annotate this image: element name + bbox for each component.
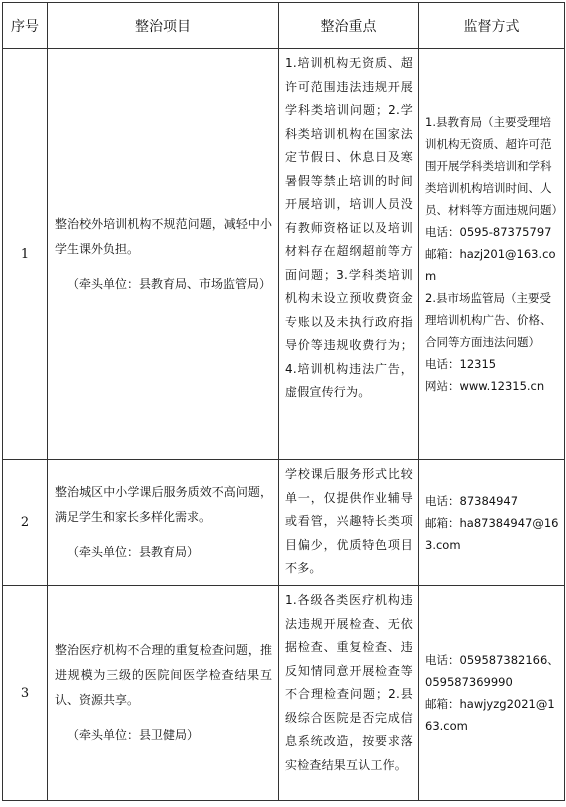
row-project-cell (48, 586, 279, 801)
header-project: 整治项目 (48, 3, 279, 49)
row-seq: 1 (3, 49, 48, 460)
table-header-row (3, 3, 565, 49)
row-project: 整治城区中小学课后服务质效不高问题，满足学生和家长多样化需求。 (55, 485, 272, 524)
row-lead-unit: （牵头单位：县教育局、市场监管局） (67, 276, 272, 291)
row-project: 整治校外培训机构不规范问题，减轻中小学生课外负担。 (55, 216, 272, 256)
row-project-cell (48, 49, 279, 460)
supervision-line: 网站：www.12315.cn (425, 379, 545, 393)
supervision-line: 邮箱：hawjyzg2021@163.com (425, 697, 555, 733)
row-focus-cell (279, 460, 419, 586)
table-row (3, 586, 565, 801)
row-focus: 1.各级各类医疗机构违法违规开展检查、无依据检查、重复检查、违反知情同意开展检查等不合理检查问题；2.县级综合医院是否完成信息系统改造，按要求落实检查结果互认工作。 (285, 593, 413, 772)
supervision-line: 电话：0595-87375797 (425, 225, 552, 239)
supervision-line: 1.县教育局（主要受理培训机构无资质、超许可范围开展学科类培训和学科类培训机构培训时间、人员、材料等方面违规问题） (425, 115, 563, 217)
row-project-cell (48, 460, 279, 586)
row-supervision-cell (419, 586, 565, 801)
row-focus-cell (279, 49, 419, 460)
table-row (3, 460, 565, 586)
row-lead-unit: （牵头单位：县卫健局） (67, 728, 200, 742)
supervision-line: 电话：059587382166、059587369990 (425, 653, 559, 689)
row-focus-cell (279, 586, 419, 801)
row-focus: 学校课后服务形式比较单一，仅提供作业辅导或看管，兴趣特长类项目偏少，优质特色项目不多。 (285, 467, 413, 575)
supervision-line: 邮箱：ha87384947@163.com (425, 515, 559, 552)
row-seq: 2 (3, 460, 48, 586)
supervision-line: 电话：12315 (425, 357, 497, 371)
row-seq: 3 (3, 586, 48, 801)
header-focus: 整治重点 (279, 3, 419, 49)
supervision-line: 邮箱：hazj201@163.com (425, 247, 556, 283)
supervision-line: 电话：87384947 (425, 493, 519, 508)
table-row (3, 49, 565, 460)
rectification-table (2, 2, 565, 801)
row-supervision-cell (419, 460, 565, 586)
header-seq: 序号 (3, 3, 48, 49)
row-focus: 1.培训机构无资质、超许可范围违法违规开展学科类培训问题；2.学科类培训机构在国家法定节假日、休息日及寒暑假等禁止培训的时间开展培训，培训人员没有教师资格证以及培训材料存在超纲超前等方面问题；3.学科类培训机构未设立预收费资金专账以及未执行政府指导价等违规收费行为；4.培训机构违法广告，虚假宣传行为。 (285, 56, 413, 399)
row-supervision-cell (419, 49, 565, 460)
row-project: 整治医疗机构不合理的重复检查问题，推进规模为三级的医院间医学检查结果互认、资源共享。 (55, 643, 272, 707)
header-supervision: 监督方式 (419, 3, 565, 49)
row-lead-unit: （牵头单位：县教育局） (67, 545, 200, 559)
supervision-line: 2.县市场监管局（主要受理培训机构广告、价格、合同等方面违法问题） (425, 291, 552, 349)
